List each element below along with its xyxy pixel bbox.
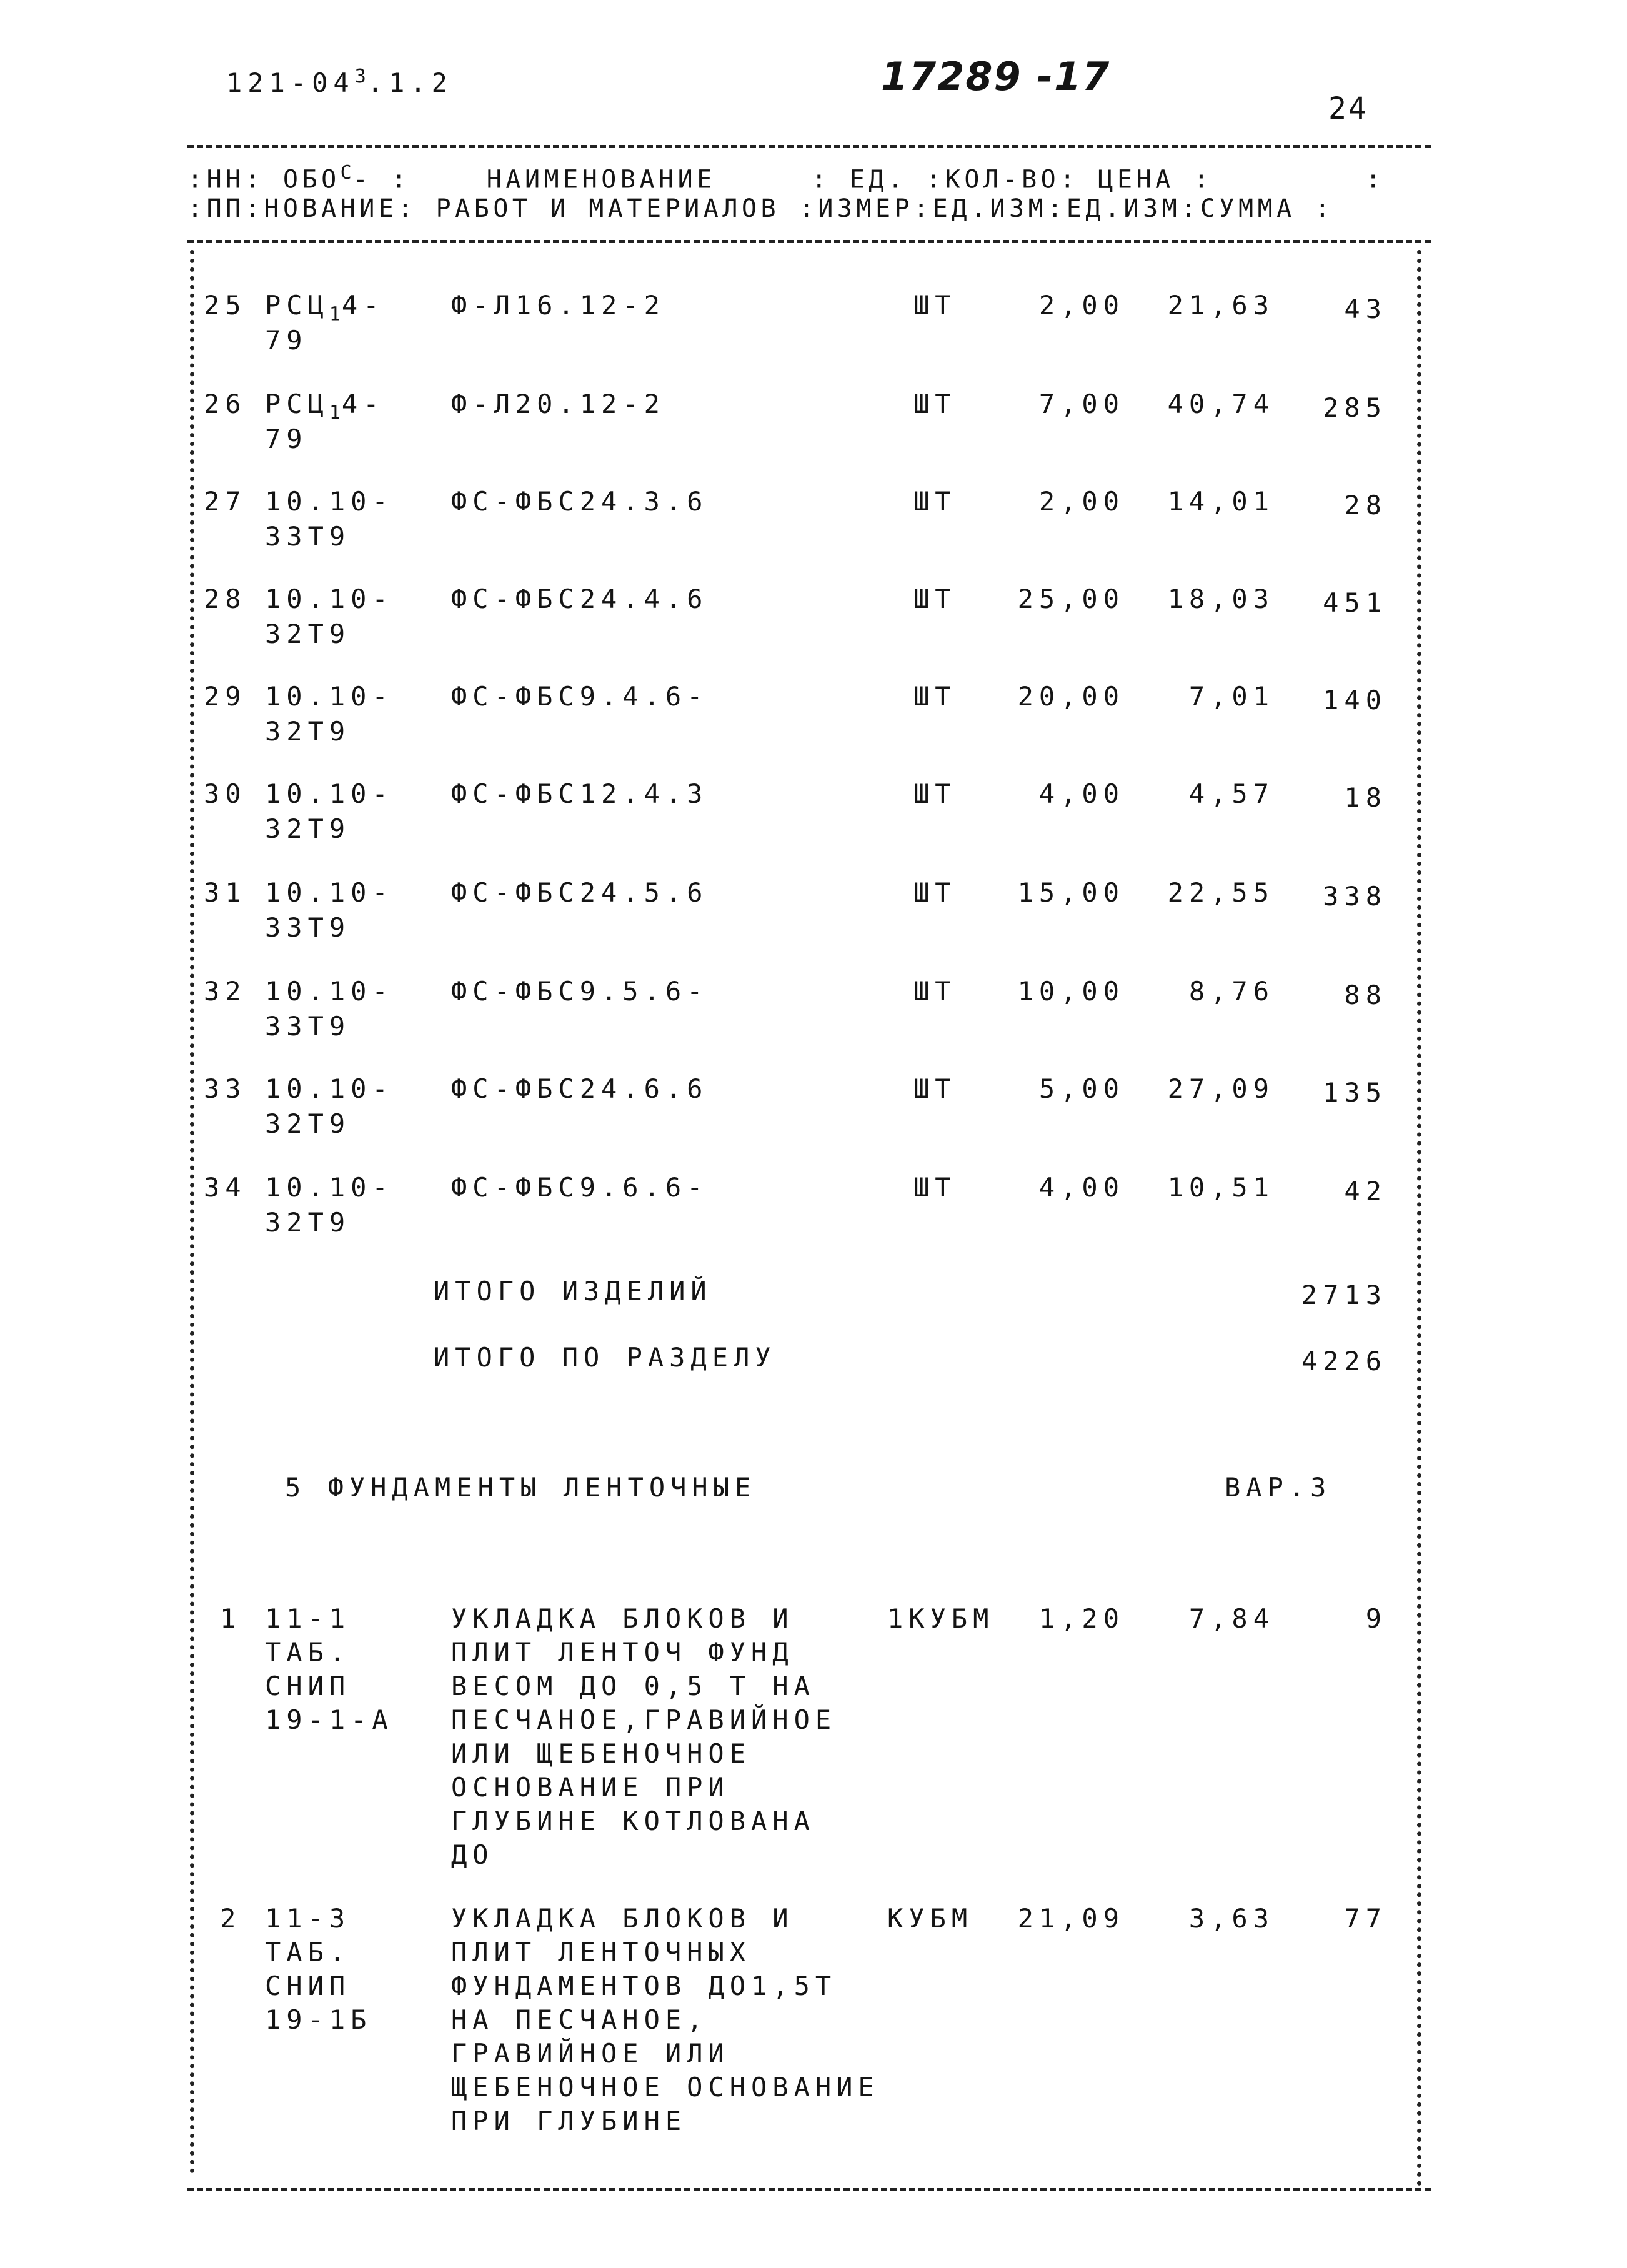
work-quantity: 21,09 xyxy=(1017,1903,1125,1934)
right-border xyxy=(1417,250,1421,2187)
row-code-line2: 32Т9 xyxy=(265,1207,351,1238)
row-code: $РСЦ_14-$ xyxy=(265,290,385,326)
row-name: ФС-ФБС24.3.6 xyxy=(451,486,709,517)
work-code-line: СНИП xyxy=(265,1671,351,1701)
row-unit: ШТ xyxy=(913,976,957,1007)
row-sum: 88 xyxy=(1344,980,1387,1010)
row-name: Ф-Л16.12-2 xyxy=(451,290,665,321)
row-quantity: 15,00 xyxy=(1017,877,1125,908)
work-name-line: УКЛАДКА БЛОКОВ И xyxy=(451,1603,794,1634)
work-name-line: УКЛАДКА БЛОКОВ И xyxy=(451,1903,794,1934)
row-price: 10,51 xyxy=(1167,1172,1275,1203)
row-quantity: 25,00 xyxy=(1017,584,1125,614)
total-items-value: 2713 xyxy=(1301,1280,1387,1310)
work-name-line: ГЛУБИНЕ КОТЛОВАНА xyxy=(451,1806,815,1836)
work-name-line: ВЕСОМ ДО 0,5 Т НА xyxy=(451,1671,815,1701)
row-code-line2: 33Т9 xyxy=(265,1011,351,1042)
row-sum: 338 xyxy=(1323,881,1387,912)
header-rule xyxy=(187,240,1431,243)
row-number: 25 xyxy=(204,290,247,321)
row-code: $РСЦ_14-$ xyxy=(265,389,385,424)
row-quantity: 4,00 xyxy=(1038,778,1125,809)
handwritten-number: 17289 -17 xyxy=(881,54,1111,99)
row-quantity: 4,00 xyxy=(1038,1172,1125,1203)
row-code-line2: 79 xyxy=(265,424,308,454)
total-section-value: 4226 xyxy=(1301,1346,1387,1376)
row-price: 40,74 xyxy=(1167,389,1275,419)
work-code-line: СНИП xyxy=(265,1971,351,2001)
section-variant: ВАР.3 xyxy=(1225,1472,1332,1503)
row-quantity: 7,00 xyxy=(1038,389,1125,419)
row-number: 31 xyxy=(204,877,247,908)
work-name-line: ЩЕБЕНОЧНОЕ ОСНОВАНИЕ xyxy=(451,2072,880,2102)
row-code: 10.10- xyxy=(265,486,394,517)
row-number: 26 xyxy=(204,389,247,419)
row-price: 14,01 xyxy=(1167,486,1275,517)
work-unit: 1КУБМ xyxy=(887,1603,995,1634)
section-title: 5 ФУНДАМЕНТЫ ЛЕНТОЧНЫЕ xyxy=(285,1472,757,1503)
row-sum: 18 xyxy=(1344,782,1387,813)
page-number: 24 xyxy=(1328,91,1368,126)
row-code: 10.10- xyxy=(265,1172,394,1203)
row-quantity: 2,00 xyxy=(1038,290,1125,321)
row-number: 30 xyxy=(204,778,247,809)
row-name: ФС-ФБС24.6.6 xyxy=(451,1073,709,1104)
row-code-line2: 32Т9 xyxy=(265,716,351,747)
row-code: 10.10- xyxy=(265,877,394,908)
work-name-line: ОСНОВАНИЕ ПРИ xyxy=(451,1772,730,1803)
row-price: 8,76 xyxy=(1188,976,1275,1007)
row-code: 10.10- xyxy=(265,584,394,614)
row-price: 22,55 xyxy=(1167,877,1275,908)
row-name: ФС-ФБС24.5.6 xyxy=(451,877,709,908)
row-price: 18,03 xyxy=(1167,584,1275,614)
row-name: ФС-ФБС9.4.6- xyxy=(451,681,709,712)
row-code-line2: 32Т9 xyxy=(265,1108,351,1139)
row-code-line2: 79 xyxy=(265,325,308,356)
row-unit: ШТ xyxy=(913,877,957,908)
row-quantity: 2,00 xyxy=(1038,486,1125,517)
row-number: 32 xyxy=(204,976,247,1007)
work-name-line: ПЛИТ ЛЕНТОЧНЫХ xyxy=(451,1937,752,1967)
total-items-label: ИТОГО ИЗДЕЛИЙ xyxy=(434,1276,712,1306)
work-name-line: ПЛИТ ЛЕНТОЧ ФУНД xyxy=(451,1637,794,1668)
row-name: ФС-ФБС24.4.6 xyxy=(451,584,709,614)
row-name: ФС-ФБС12.4.3 xyxy=(451,778,709,809)
column-header-line1: :НН: $ОБО^С-$ : НАИМЕНОВАНИЕ : ЕД. :КОЛ-ВО: ЦЕНА : : xyxy=(187,162,1385,194)
work-sum: 9 xyxy=(1365,1603,1387,1634)
row-number: 28 xyxy=(204,584,247,614)
row-sum: 140 xyxy=(1323,685,1387,715)
row-price: 27,09 xyxy=(1167,1073,1275,1104)
row-number: 27 xyxy=(204,486,247,517)
top-rule xyxy=(187,145,1431,148)
row-price: 21,63 xyxy=(1167,290,1275,321)
row-code: 10.10- xyxy=(265,976,394,1007)
work-name-line: ДО xyxy=(451,1839,494,1870)
row-unit: ШТ xyxy=(913,389,957,419)
row-number: 33 xyxy=(204,1073,247,1104)
row-code: 10.10- xyxy=(265,778,394,809)
row-code: 10.10- xyxy=(265,681,394,712)
work-name-line: ПЕСЧАНОЕ,ГРАВИЙНОЕ xyxy=(451,1704,837,1735)
total-section-label: ИТОГО ПО РАЗДЕЛУ xyxy=(434,1342,777,1373)
row-code-line2: 33Т9 xyxy=(265,912,351,943)
row-quantity: 5,00 xyxy=(1038,1073,1125,1104)
row-sum: 43 xyxy=(1344,294,1387,324)
work-code-line: 11-1 xyxy=(265,1603,351,1634)
row-unit: ШТ xyxy=(913,486,957,517)
work-name-line: НА ПЕСЧАНОЕ, xyxy=(451,2004,709,2035)
row-unit: ШТ xyxy=(913,681,957,712)
row-unit: ШТ xyxy=(913,1172,957,1203)
work-number: 1 xyxy=(220,1603,242,1634)
work-number: 2 xyxy=(220,1903,242,1934)
row-unit: ШТ xyxy=(913,778,957,809)
work-code-line: 11-3 xyxy=(265,1903,351,1934)
row-sum: 451 xyxy=(1323,587,1387,618)
work-code-line: 19-1-А xyxy=(265,1704,394,1735)
row-sum: 285 xyxy=(1323,392,1387,423)
row-name: Ф-Л20.12-2 xyxy=(451,389,665,419)
document-code: $121-04^3.1.2$ xyxy=(226,66,453,98)
work-name-line: ГРАВИЙНОЕ ИЛИ xyxy=(451,2038,730,2069)
row-sum: 42 xyxy=(1344,1176,1387,1206)
row-quantity: 10,00 xyxy=(1017,976,1125,1007)
row-name: ФС-ФБС9.5.6- xyxy=(451,976,709,1007)
row-unit: ШТ xyxy=(913,1073,957,1104)
row-number: 29 xyxy=(204,681,247,712)
work-price: 7,84 xyxy=(1188,1603,1275,1634)
row-code: 10.10- xyxy=(265,1073,394,1104)
row-unit: ШТ xyxy=(913,290,957,321)
row-code-line2: 33Т9 xyxy=(265,521,351,552)
column-header-line2: :ПП:НОВАНИЕ: РАБОТ И МАТЕРИАЛОВ :ИЗМЕР:ЕД.ИЗМ:ЕД.ИЗМ:СУММА : xyxy=(187,194,1334,223)
bottom-rule xyxy=(187,2188,1431,2191)
row-name: ФС-ФБС9.6.6- xyxy=(451,1172,709,1203)
work-code-line: ТАБ. xyxy=(265,1937,351,1967)
work-quantity: 1,20 xyxy=(1038,1603,1125,1634)
row-price: 7,01 xyxy=(1188,681,1275,712)
row-number: 34 xyxy=(204,1172,247,1203)
row-code-line2: 32Т9 xyxy=(265,813,351,844)
work-code-line: ТАБ. xyxy=(265,1637,351,1668)
work-price: 3,63 xyxy=(1188,1903,1275,1934)
work-name-line: ПРИ ГЛУБИНЕ xyxy=(451,2106,687,2136)
row-price: 4,57 xyxy=(1188,778,1275,809)
row-code-line2: 32Т9 xyxy=(265,619,351,649)
row-unit: ШТ xyxy=(913,584,957,614)
left-border xyxy=(190,250,194,2174)
work-sum: 77 xyxy=(1344,1903,1387,1934)
row-quantity: 20,00 xyxy=(1017,681,1125,712)
work-unit: КУБМ xyxy=(887,1903,973,1934)
row-sum: 28 xyxy=(1344,490,1387,520)
work-name-line: ФУНДАМЕНТОВ ДО1,5Т xyxy=(451,1971,837,2001)
work-code-line: 19-1Б xyxy=(265,2004,372,2035)
work-name-line: ИЛИ ЩЕБЕНОЧНОЕ xyxy=(451,1738,752,1769)
row-sum: 135 xyxy=(1323,1077,1387,1108)
